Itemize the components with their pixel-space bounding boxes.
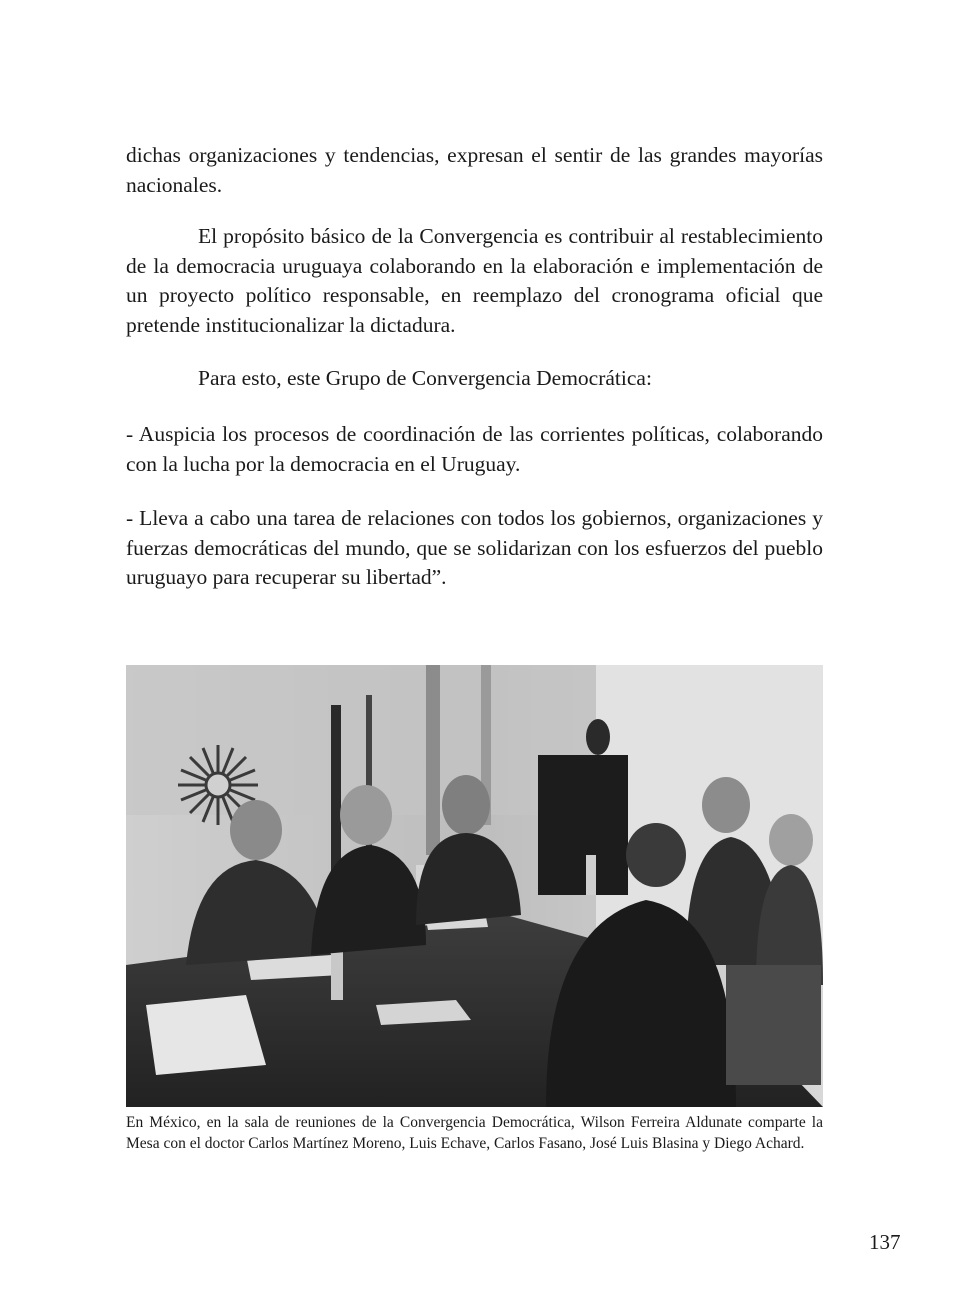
body-paragraph-2 xyxy=(126,222,823,340)
paragraph-text: - Auspicia los procesos de coordinación de las corrientes políticas, colaborando con la lucha por la democracia en el Uruguay. xyxy=(126,422,823,476)
body-paragraph-1 xyxy=(126,141,823,200)
paragraph-text: dichas organizaciones y tendencias, expresan el sentir de las grandes mayorías nacionales. xyxy=(126,143,823,197)
paragraph-text: Para esto, este Grupo de Convergencia Democrática: xyxy=(198,366,652,390)
paragraph-text: El propósito básico de la Convergencia es contribuir al restablecimiento de la democracia uruguaya colaborando en la elaboración e implementación de un proyecto político responsable, en reemplazo del cronograma oficial que pretende institucionalizar la dictadura. xyxy=(126,224,823,337)
paragraph-text: - Lleva a cabo una tarea de relaciones con todos los gobiernos, organizaciones y fuerzas democráticas del mundo, que se solidarizan con los esfuerzos del pueblo uruguayo para recuperar su libertad”. xyxy=(126,506,823,589)
page-number: 137 xyxy=(869,1230,901,1254)
body-paragraph-3 xyxy=(126,364,823,394)
list-item-2 xyxy=(126,504,823,593)
list-item-1 xyxy=(126,420,823,479)
photo-caption: En México, en la sala de reuniones de la Convergencia Democrática, Wilson Ferreira Aldunate comparte la Mesa con el doctor Carlos Martínez Moreno, Luis Echave, Carlos Fasano, José Luis Blasina y Diego Achard. xyxy=(126,1114,823,1152)
meeting-photograph xyxy=(126,665,823,1107)
